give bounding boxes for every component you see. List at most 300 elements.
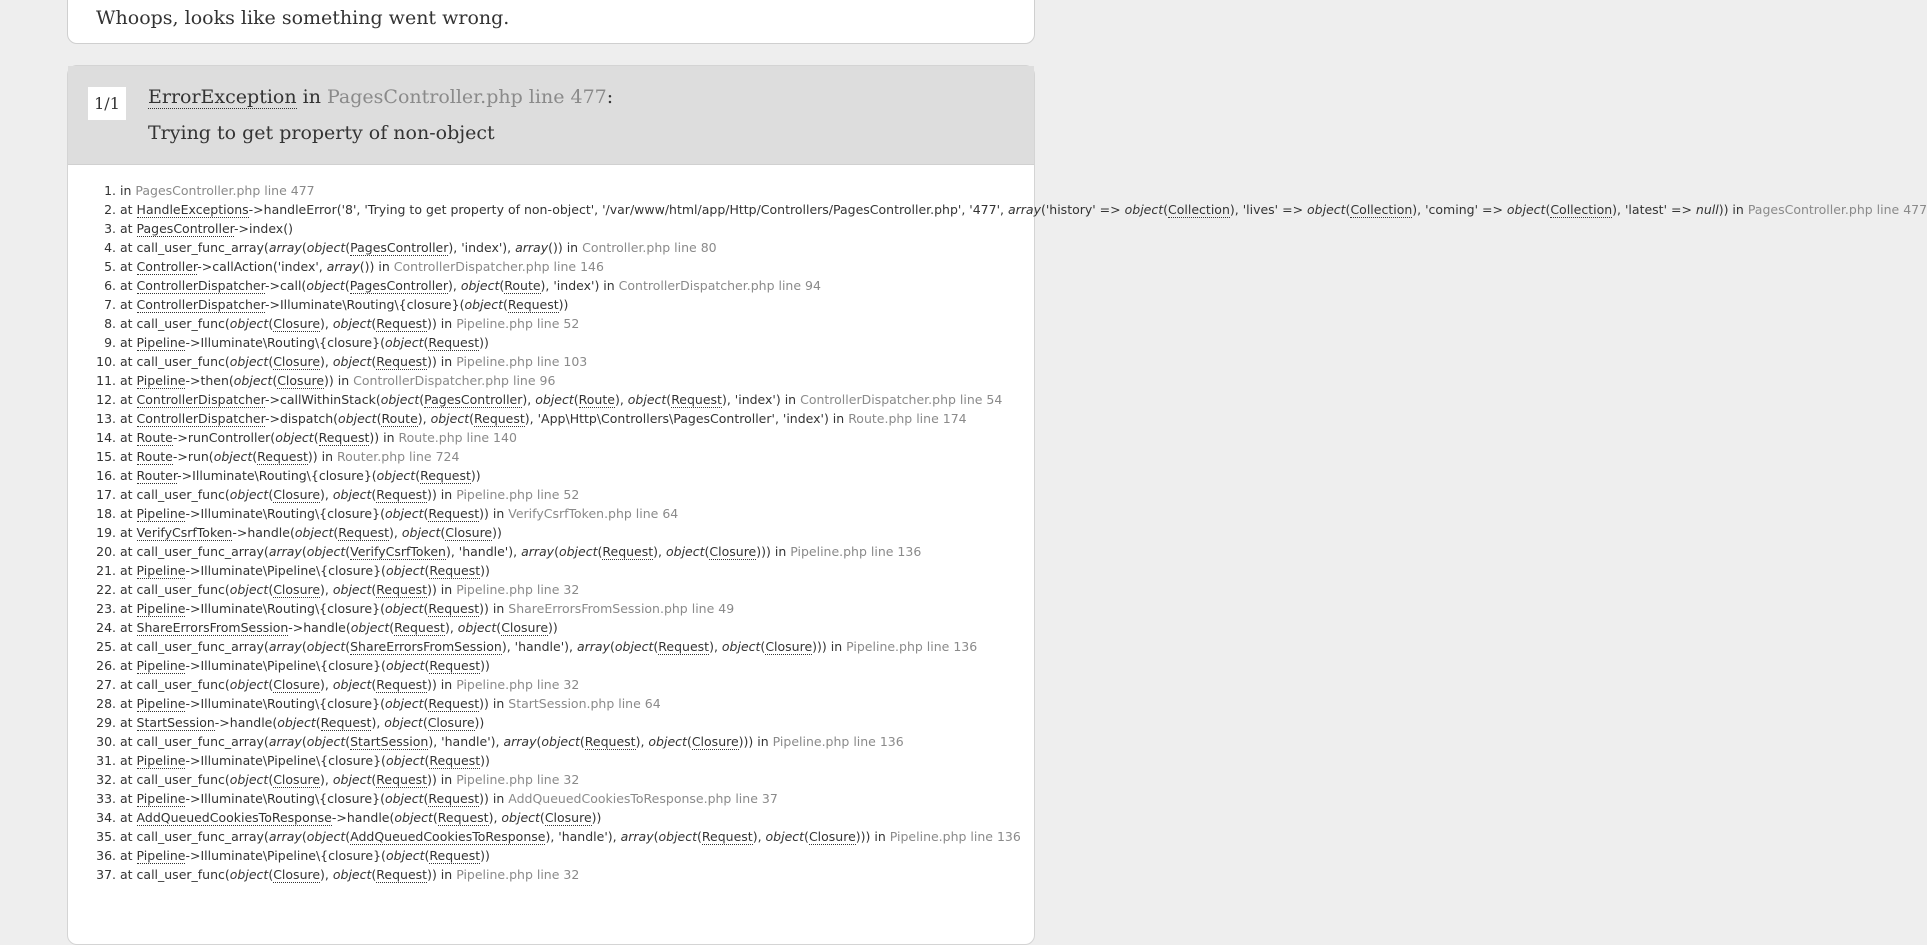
trace-text: ( — [415, 468, 421, 483]
trace-text: ))) in — [756, 544, 791, 559]
trace-class-name[interactable]: Request — [376, 772, 428, 787]
trace-class-name[interactable]: ControllerDispatcher — [136, 392, 265, 407]
trace-text: in — [120, 183, 136, 198]
trace-file-location: Pipeline.php line 136 — [790, 544, 922, 559]
trace-text: at — [120, 430, 137, 445]
trace-class-name[interactable]: Pipeline — [136, 506, 186, 521]
trace-type-keyword: object — [384, 601, 424, 616]
trace-text: ( — [272, 373, 278, 388]
trace-text: ), — [320, 772, 333, 787]
trace-type-keyword: object — [229, 677, 269, 692]
trace-item — [120, 582, 1020, 597]
trace-text: ( — [345, 544, 351, 559]
trace-class-name[interactable]: AddQueuedCookiesToResponse — [136, 810, 332, 825]
trace-text: ( — [423, 335, 429, 350]
trace-text: ), 'index'), — [448, 240, 516, 255]
trace-text: ( — [760, 639, 766, 654]
trace-item — [120, 753, 1020, 768]
trace-text: ), — [417, 411, 431, 426]
trace-text: ), — [320, 354, 333, 369]
trace-text: ->Illuminate\Routing\{closure}( — [185, 696, 385, 711]
trace-text: ( — [268, 316, 274, 331]
trace-class-name[interactable]: Pipeline — [136, 601, 186, 616]
trace-class-name[interactable]: PagesController — [349, 278, 448, 293]
trace-text: ), 'handle'), — [445, 544, 522, 559]
trace-text: ( — [301, 639, 307, 654]
trace-type-keyword: object — [306, 734, 346, 749]
exception-panel — [67, 65, 1927, 945]
trace-class-name[interactable]: AddQueuedCookiesToResponse — [350, 829, 546, 844]
trace-text: ( — [344, 278, 350, 293]
trace-item — [120, 734, 1020, 749]
trace-text: )) — [480, 848, 490, 863]
trace-type-keyword: object — [401, 525, 441, 540]
trace-text: )) in — [427, 487, 457, 502]
trace-text: ( — [666, 392, 672, 407]
trace-text: ( — [333, 525, 339, 540]
trace-text: at — [120, 601, 137, 616]
trace-type-keyword: array — [521, 544, 555, 559]
trace-type-keyword: object — [306, 240, 346, 255]
trace-class-name[interactable]: Request — [338, 525, 390, 540]
trace-text: at call_user_func( — [120, 582, 230, 597]
trace-item — [120, 601, 1020, 616]
trace-class-name[interactable]: Request — [701, 829, 753, 844]
trace-class-name[interactable]: Request — [318, 430, 370, 445]
trace-type-keyword: object — [332, 677, 372, 692]
trace-file-location: PagesController.php line 477 — [135, 183, 315, 198]
trace-class-name[interactable]: Pipeline — [136, 848, 186, 863]
trace-type-keyword: array — [326, 259, 360, 274]
trace-item — [120, 791, 1020, 806]
trace-text: at — [120, 202, 137, 217]
trace-text: ), 'latest' => — [1612, 202, 1696, 217]
trace-class-name[interactable]: Request — [602, 544, 654, 559]
trace-type-keyword: object — [229, 487, 269, 502]
trace-text: ( — [1545, 202, 1551, 217]
trace-class-name[interactable]: Closure — [273, 354, 321, 369]
trace-text: ), — [653, 544, 666, 559]
trace-text: ->runController( — [172, 430, 276, 445]
trace-class-name[interactable]: Router — [136, 468, 178, 483]
trace-type-keyword: object — [765, 829, 805, 844]
trace-item — [120, 487, 1020, 502]
trace-text: ( — [579, 734, 585, 749]
trace-class-name[interactable]: Request — [320, 715, 372, 730]
trace-text: )) in — [1718, 202, 1748, 217]
trace-class-name[interactable]: PagesController — [350, 240, 449, 255]
trace-text: ->callWithinStack( — [264, 392, 381, 407]
trace-text: at — [120, 848, 137, 863]
trace-class-name[interactable]: Closure — [273, 677, 321, 692]
trace-type-keyword: object — [338, 411, 377, 426]
trace-text: ), 'App\Http\Controllers\PagesController', 'index') in — [524, 411, 849, 426]
trace-type-keyword: object — [277, 715, 316, 730]
trace-file-location: AddQueuedCookiesToResponse.php line 37 — [508, 791, 778, 806]
trace-text: at call_user_func( — [120, 316, 230, 331]
trace-class-name[interactable]: VerifyCsrfToken — [350, 544, 446, 559]
trace-class-name[interactable]: Request — [257, 449, 308, 464]
trace-item — [120, 639, 1020, 654]
trace-text: )) — [474, 715, 485, 730]
trace-text: ( — [424, 658, 430, 673]
trace-text: at — [120, 810, 137, 825]
trace-type-keyword: object — [350, 620, 390, 635]
trace-file-location: Pipeline.php line 136 — [846, 639, 978, 654]
trace-class-name[interactable]: Route — [381, 411, 418, 426]
trace-type-keyword: object — [332, 867, 372, 882]
trace-type-keyword: object — [376, 468, 416, 483]
trace-type-keyword: null — [1695, 202, 1719, 217]
trace-text: ( — [268, 487, 274, 502]
trace-class-name[interactable]: Route — [136, 430, 173, 445]
trace-class-name[interactable]: Closure — [273, 772, 321, 787]
trace-item — [120, 259, 1020, 274]
stack-trace-list — [68, 183, 1927, 886]
trace-item — [120, 677, 1020, 692]
trace-text: ->Illuminate\Pipeline\{closure}( — [185, 563, 386, 578]
trace-file-location: Pipeline.php line 32 — [456, 772, 580, 787]
trace-class-name[interactable]: Request — [428, 696, 480, 711]
trace-text: ()) in — [548, 240, 583, 255]
trace-text: ->Illuminate\Pipeline\{closure}( — [185, 848, 386, 863]
trace-text: )) — [591, 810, 602, 825]
trace-text: ->handleError('8', 'Trying to get property of non-object', '/var/www/html/app/Http/Controllers/PagesController.php', '477', — [248, 202, 1008, 217]
trace-class-name[interactable]: Closure — [445, 525, 493, 540]
trace-class-name[interactable]: Closure — [273, 316, 321, 331]
trace-class-name[interactable]: Request — [437, 810, 489, 825]
trace-text: ( — [371, 772, 377, 787]
trace-class-name[interactable]: Closure — [273, 867, 321, 882]
trace-text: ( — [424, 848, 430, 863]
trace-text: at call_user_func( — [120, 354, 230, 369]
trace-item — [120, 430, 1020, 445]
trace-type-keyword: object — [384, 335, 424, 350]
error-message-title: Whoops, looks like something went wrong. — [96, 7, 510, 29]
trace-class-name[interactable]: Closure — [544, 810, 592, 825]
trace-class-name[interactable]: Closure — [277, 373, 325, 388]
trace-class-name[interactable]: Closure — [808, 829, 856, 844]
trace-text: ))) in — [812, 639, 847, 654]
trace-class-name[interactable]: Request — [584, 734, 636, 749]
trace-class-name[interactable]: Request — [394, 620, 445, 635]
trace-item — [120, 240, 1020, 255]
trace-class-name[interactable]: StartSession — [350, 734, 429, 749]
trace-class-name[interactable]: ControllerDispatcher — [136, 411, 265, 426]
trace-text: ( — [704, 544, 710, 559]
trace-class-name[interactable]: Pipeline — [136, 563, 186, 578]
trace-class-name[interactable]: Request — [429, 753, 481, 768]
trace-file-location: ControllerDispatcher.php line 146 — [393, 259, 604, 274]
trace-file-location: Pipeline.php line 32 — [456, 582, 580, 597]
trace-text: ->dispatch( — [264, 411, 339, 426]
trace-type-keyword: object — [385, 753, 425, 768]
trace-item — [120, 411, 1020, 426]
trace-class-name[interactable]: Closure — [501, 620, 549, 635]
trace-item — [120, 335, 1020, 350]
trace-text: ), — [448, 278, 461, 293]
trace-text: ( — [268, 772, 274, 787]
trace-text: ), — [522, 392, 536, 407]
trace-class-name[interactable]: Closure — [765, 639, 813, 654]
trace-text: ( — [539, 810, 545, 825]
trace-type-keyword: array — [620, 829, 654, 844]
trace-class-name[interactable]: Closure — [273, 487, 321, 502]
trace-class-name[interactable]: StartSession — [136, 715, 215, 730]
exception-counter: 1/1 — [88, 87, 126, 120]
trace-item — [120, 221, 1020, 236]
trace-text: ), — [320, 677, 333, 692]
trace-type-keyword: object — [721, 639, 761, 654]
trace-text: ), 'coming' => — [1412, 202, 1507, 217]
trace-text: )) in — [369, 430, 399, 445]
trace-text: at — [120, 525, 137, 540]
trace-class-name[interactable]: ShareErrorsFromSession — [136, 620, 289, 635]
trace-class-name[interactable]: Route — [136, 449, 173, 464]
trace-text: ( — [371, 677, 377, 692]
trace-type-keyword: object — [1307, 202, 1346, 217]
exception-class[interactable]: ErrorException — [148, 86, 297, 108]
trace-type-keyword: object — [332, 354, 372, 369]
trace-type-keyword: object — [332, 316, 372, 331]
trace-text: at call_user_func( — [120, 772, 230, 787]
trace-item — [120, 202, 1927, 217]
trace-class-name[interactable]: Pipeline — [136, 373, 186, 388]
trace-type-keyword: array — [515, 240, 549, 255]
trace-text: ->call( — [264, 278, 307, 293]
trace-item — [120, 715, 1020, 730]
trace-text: at — [120, 449, 137, 464]
trace-text: at — [120, 392, 137, 407]
trace-file-location: Route.php line 140 — [398, 430, 517, 445]
trace-item — [120, 658, 1020, 673]
trace-class-name[interactable]: Pipeline — [136, 696, 186, 711]
trace-text: ( — [376, 411, 382, 426]
trace-class-name[interactable]: Request — [658, 639, 710, 654]
trace-text: ( — [268, 867, 274, 882]
trace-class-name[interactable]: Closure — [273, 582, 321, 597]
trace-class-name[interactable]: Route — [504, 278, 541, 293]
error-message-panel — [67, 0, 1035, 44]
trace-text: ( — [423, 696, 429, 711]
trace-class-name[interactable]: ShareErrorsFromSession — [350, 639, 502, 654]
trace-text: ( — [1163, 202, 1169, 217]
trace-type-keyword: object — [385, 658, 425, 673]
trace-file-location: PagesController.php line 477 — [1747, 202, 1927, 217]
trace-text: ->index() — [234, 221, 293, 236]
trace-item — [120, 620, 1020, 635]
trace-text: at call_user_func_array( — [120, 240, 269, 255]
trace-class-name[interactable]: Pipeline — [136, 753, 186, 768]
trace-class-name[interactable]: Collection — [1350, 202, 1413, 217]
trace-text: ( — [496, 620, 502, 635]
trace-class-name[interactable]: PagesController — [136, 221, 235, 236]
trace-text: ), — [371, 715, 385, 730]
trace-class-name[interactable]: Request — [376, 867, 428, 882]
trace-text: ( — [345, 639, 351, 654]
trace-type-keyword: object — [229, 867, 269, 882]
trace-class-name[interactable]: Collection — [1550, 202, 1613, 217]
trace-class-name[interactable]: Pipeline — [136, 658, 186, 673]
trace-type-keyword: object — [385, 848, 425, 863]
trace-text: ( — [423, 506, 429, 521]
trace-class-name[interactable]: Request — [428, 506, 480, 521]
exception-location: PagesController.php line 477 — [326, 86, 607, 108]
trace-text: ( — [301, 240, 307, 255]
trace-text: ( — [424, 753, 430, 768]
trace-text: ->handle( — [232, 525, 295, 540]
trace-text: )) in — [324, 373, 354, 388]
trace-text: ->Illuminate\Routing\{closure}( — [264, 297, 465, 312]
trace-class-name[interactable]: Request — [428, 601, 480, 616]
trace-class-name[interactable]: Request — [376, 582, 428, 597]
trace-text: at — [120, 373, 137, 388]
trace-item — [120, 772, 1020, 787]
trace-type-keyword: array — [268, 544, 302, 559]
trace-text: ( — [371, 354, 377, 369]
trace-class-name[interactable]: Request — [671, 392, 722, 407]
trace-text: ->callAction('index', — [197, 259, 327, 274]
trace-class-name[interactable]: Closure — [691, 734, 739, 749]
trace-class-name[interactable]: Pipeline — [136, 791, 186, 806]
trace-class-name[interactable]: Controller — [136, 259, 198, 274]
trace-file-location: Pipeline.php line 52 — [456, 487, 580, 502]
trace-text: at — [120, 278, 137, 293]
trace-file-location: VerifyCsrfToken.php line 64 — [508, 506, 679, 521]
trace-text: ->then( — [185, 373, 234, 388]
trace-class-name[interactable]: Pipeline — [136, 335, 186, 350]
trace-class-name[interactable]: HandleExceptions — [136, 202, 249, 217]
trace-class-name[interactable]: ControllerDispatcher — [136, 278, 265, 293]
trace-text: at call_user_func( — [120, 867, 230, 882]
trace-item — [120, 525, 1020, 540]
trace-text: ( — [653, 639, 659, 654]
trace-type-keyword: object — [464, 297, 503, 312]
trace-class-name[interactable]: Request — [428, 791, 480, 806]
trace-type-keyword: object — [306, 278, 345, 293]
trace-text: ( — [536, 734, 542, 749]
trace-text: ( — [1345, 202, 1351, 217]
trace-class-name[interactable]: Request — [429, 848, 481, 863]
trace-class-name[interactable]: VerifyCsrfToken — [136, 525, 233, 540]
trace-text: )) in — [479, 696, 509, 711]
trace-text: )) — [480, 658, 490, 673]
trace-class-name[interactable]: Request — [376, 487, 428, 502]
trace-text: at — [120, 506, 137, 521]
trace-class-name[interactable]: Closure — [427, 715, 475, 730]
trace-text: ), — [389, 525, 402, 540]
trace-type-keyword: object — [457, 620, 497, 635]
exception-colon: : — [606, 86, 614, 108]
trace-type-keyword: object — [384, 715, 423, 730]
trace-text: )) in — [427, 316, 457, 331]
trace-item — [120, 867, 1020, 882]
trace-text: at — [120, 221, 137, 236]
trace-text: ->handle( — [331, 810, 395, 825]
trace-class-name[interactable]: PagesController — [424, 392, 523, 407]
trace-class-name[interactable]: Collection — [1168, 202, 1230, 217]
trace-text: ( — [440, 525, 446, 540]
trace-type-keyword: object — [541, 734, 580, 749]
trace-text: ), — [320, 487, 333, 502]
trace-text: ( — [499, 278, 505, 293]
trace-text: ( — [653, 829, 659, 844]
trace-class-name[interactable]: Request — [429, 658, 481, 673]
trace-type-keyword: object — [384, 696, 424, 711]
trace-type-keyword: object — [332, 582, 372, 597]
trace-class-name[interactable]: Request — [429, 563, 481, 578]
trace-type-keyword: object — [275, 430, 314, 445]
trace-text: ( — [389, 620, 395, 635]
trace-class-name[interactable]: Request — [376, 354, 428, 369]
trace-text: at — [120, 563, 137, 578]
trace-type-keyword: object — [385, 563, 425, 578]
trace-file-location: ShareErrorsFromSession.php line 49 — [508, 601, 735, 616]
trace-type-keyword: object — [501, 810, 540, 825]
trace-text: ()) in — [359, 259, 394, 274]
trace-class-name[interactable]: Request — [428, 335, 480, 350]
trace-item — [120, 848, 1020, 863]
trace-text: ( — [469, 411, 475, 426]
trace-text: ( — [554, 544, 559, 559]
trace-text: ( — [268, 677, 274, 692]
trace-type-keyword: object — [229, 772, 269, 787]
trace-text: ), — [320, 582, 333, 597]
trace-class-name[interactable]: Closure — [709, 544, 757, 559]
trace-type-keyword: object — [648, 734, 687, 749]
trace-text: ->Illuminate\Routing\{closure}( — [185, 506, 385, 521]
trace-file-location: ControllerDispatcher.php line 94 — [618, 278, 821, 293]
trace-text: at — [120, 696, 137, 711]
trace-text: ( — [371, 582, 377, 597]
trace-text: ), — [320, 867, 333, 882]
trace-class-name[interactable]: Request — [376, 677, 428, 692]
trace-text: ( — [423, 601, 429, 616]
trace-class-name[interactable]: Request — [507, 297, 559, 312]
trace-text: ), 'handle'), — [545, 829, 621, 844]
exception-in-word: in — [296, 86, 327, 108]
trace-class-name[interactable]: ControllerDispatcher — [136, 297, 265, 312]
trace-text: ->run( — [172, 449, 214, 464]
trace-text: ->Illuminate\Pipeline\{closure}( — [185, 658, 386, 673]
trace-type-keyword: array — [268, 829, 302, 844]
trace-text: )) in — [307, 449, 338, 464]
trace-file-location: ControllerDispatcher.php line 96 — [353, 373, 556, 388]
trace-text: )) — [470, 468, 481, 483]
trace-type-keyword: object — [229, 316, 269, 331]
trace-type-keyword: object — [394, 810, 433, 825]
trace-text: ( — [345, 829, 351, 844]
trace-type-keyword: array — [503, 734, 537, 749]
trace-text: ('history' => — [1040, 202, 1125, 217]
trace-text: ( — [301, 829, 307, 844]
trace-type-keyword: object — [627, 392, 667, 407]
trace-text: ->Illuminate\Routing\{closure}( — [185, 335, 385, 350]
trace-text: at — [120, 259, 137, 274]
trace-class-name[interactable]: Request — [420, 468, 471, 483]
trace-type-keyword: array — [1007, 202, 1041, 217]
trace-file-location: Router.php line 724 — [337, 449, 460, 464]
trace-text: at — [120, 715, 137, 730]
trace-text: ( — [419, 392, 425, 407]
trace-class-name[interactable]: Request — [376, 316, 428, 331]
trace-class-name[interactable]: Request — [474, 411, 525, 426]
trace-text: ( — [609, 639, 615, 654]
trace-text: at — [120, 411, 137, 426]
trace-item — [120, 544, 1020, 559]
trace-text: ), — [709, 639, 722, 654]
trace-class-name[interactable]: Route — [578, 392, 615, 407]
